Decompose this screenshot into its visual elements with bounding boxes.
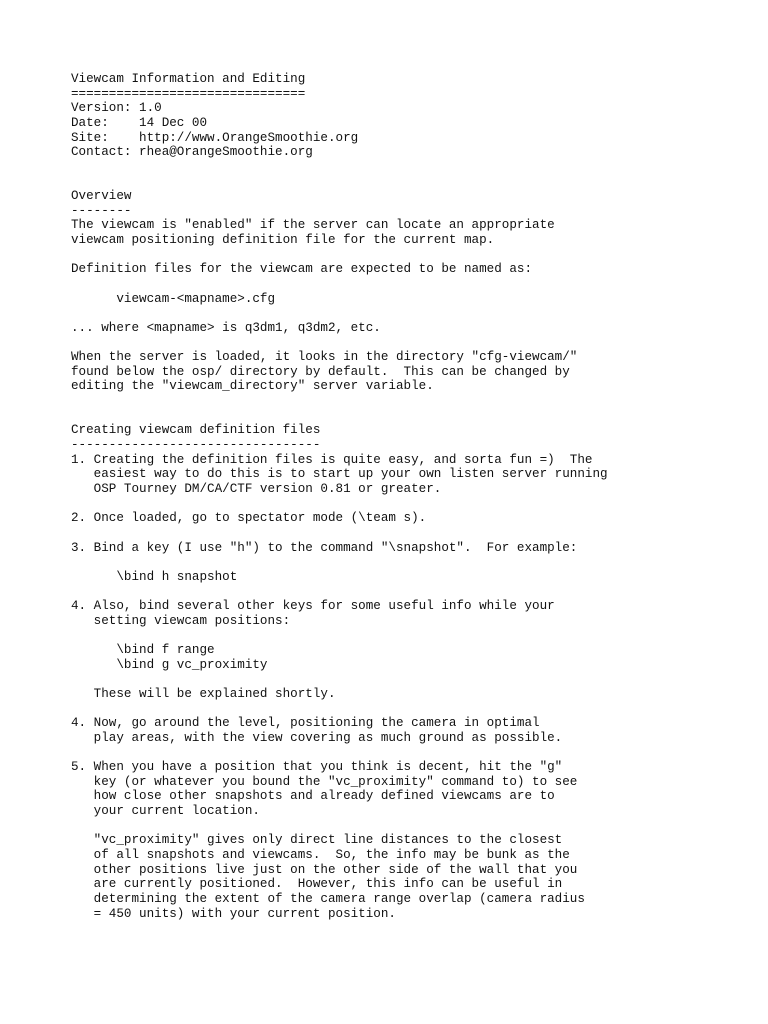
blank-line [71, 819, 751, 834]
text-document [71, 72, 751, 921]
blank-line [71, 277, 751, 292]
document-line: Overview [71, 189, 132, 204]
document-line: are currently positioned. However, this info can be useful in [71, 877, 563, 892]
document-line: 4. Now, go around the level, positioning the camera in optimal [71, 716, 540, 731]
document-line: --------------------------------- [71, 438, 321, 453]
blank-line [71, 306, 751, 321]
blank-line [71, 555, 751, 570]
blank-line [71, 497, 751, 512]
document-line: = 450 units) with your current position. [71, 906, 396, 921]
document-line: of all snapshots and viewcams. So, the info may be bunk as the [71, 847, 570, 862]
document-line: Creating viewcam definition files [71, 423, 321, 438]
document-line: Viewcam Information and Editing [71, 72, 306, 86]
document-line: key (or whatever you bound the "vc_proximity" command to) to see [71, 774, 578, 789]
document-line: Version: 1.0 [71, 101, 162, 116]
blank-line [71, 628, 751, 643]
blank-line [71, 702, 751, 717]
document-line: Definition files for the viewcam are expected to be named as: [71, 262, 533, 277]
document-line: -------- [71, 203, 132, 218]
blank-line [71, 526, 751, 541]
document-line: 4. Also, bind several other keys for some useful info while your [71, 599, 555, 614]
blank-line [71, 248, 751, 263]
document-line: 1. Creating the definition files is quite easy, and sorta fun =) The [71, 452, 593, 467]
document-line: ... where <mapname> is q3dm1, q3dm2, etc. [71, 320, 381, 335]
document-line: found below the osp/ directory by default. This can be changed by [71, 364, 570, 379]
document-line: easiest way to do this is to start up your own listen server running [71, 467, 608, 482]
document-line: \bind f range [71, 642, 215, 657]
blank-line [71, 584, 751, 599]
document-line: When the server is loaded, it looks in the directory "cfg-viewcam/" [71, 350, 578, 365]
document-line: 3. Bind a key (I use "h") to the command "\snapshot". For example: [71, 540, 578, 555]
document-line: play areas, with the view covering as much ground as possible. [71, 730, 563, 745]
blank-line [71, 160, 751, 175]
document-line: Contact: rhea@OrangeSmoothie.org [71, 145, 313, 160]
document-line: OSP Tourney DM/CA/CTF version 0.81 or greater. [71, 481, 442, 496]
document-line: 2. Once loaded, go to spectator mode (\team s). [71, 511, 427, 526]
document-line: editing the "viewcam_directory" server variable. [71, 379, 434, 394]
blank-line [71, 174, 751, 189]
document-line: 5. When you have a position that you think is decent, hit the "g" [71, 760, 563, 775]
document-line: viewcam-<mapname>.cfg [71, 291, 276, 306]
document-line: setting viewcam positions: [71, 613, 291, 628]
document-line: determining the extent of the camera range overlap (camera radius [71, 891, 585, 906]
document-line: =============================== [71, 86, 306, 101]
blank-line [71, 745, 751, 760]
blank-line [71, 672, 751, 687]
document-line: These will be explained shortly. [71, 686, 336, 701]
document-line: "vc_proximity" gives only direct line distances to the closest [71, 833, 563, 848]
document-line: Site: http://www.OrangeSmoothie.org [71, 130, 359, 145]
document-line: viewcam positioning definition file for the current map. [71, 233, 495, 248]
document-line: Date: 14 Dec 00 [71, 115, 208, 130]
blank-line [71, 394, 751, 409]
document-line: other positions live just on the other side of the wall that you [71, 862, 578, 877]
document-line: \bind h snapshot [71, 569, 238, 584]
blank-line [71, 409, 751, 424]
document-line: \bind g vc_proximity [71, 657, 268, 672]
document-line: your current location. [71, 804, 260, 819]
blank-line [71, 336, 751, 351]
document-line: how close other snapshots and already defined viewcams are to [71, 789, 555, 804]
document-line: The viewcam is "enabled" if the server can locate an appropriate [71, 218, 555, 233]
